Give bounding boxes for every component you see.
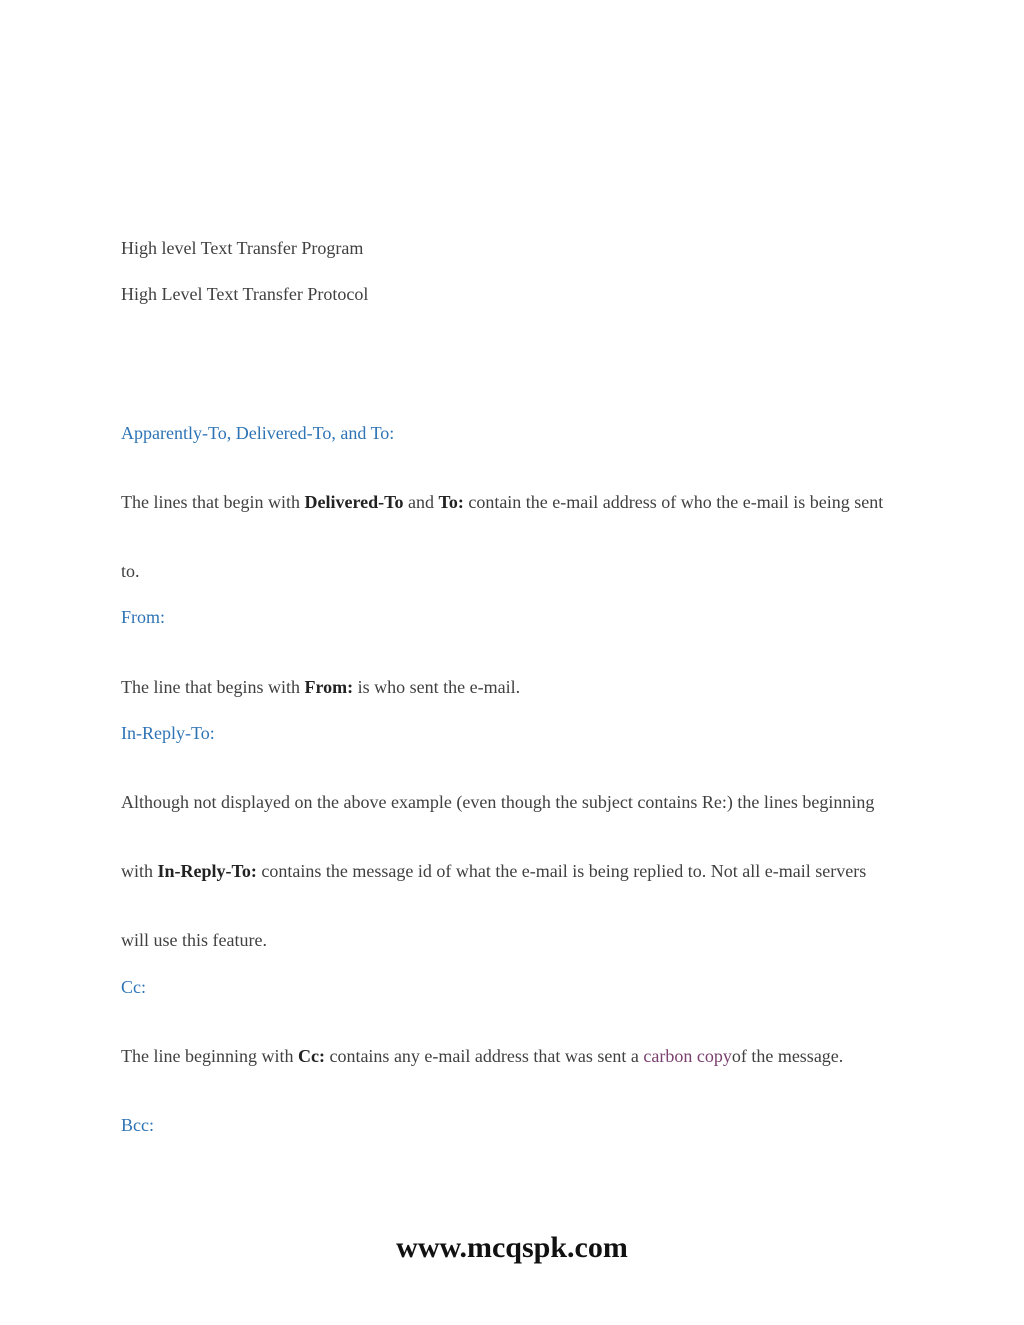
paragraph-text: The line beginning with: [121, 1046, 298, 1066]
bold-term: Cc:: [297, 1046, 325, 1066]
paragraph-cc: [121, 1045, 901, 1068]
heading-bcc: Bcc:: [121, 1115, 154, 1135]
paragraph-text: The lines that begin with: [121, 492, 305, 512]
paragraph-delivered-to: [121, 491, 901, 514]
line-text-transfer-program: High level Text Transfer Program: [121, 238, 364, 258]
footer-website: www.mcqspk.com: [396, 1231, 628, 1264]
paragraph-text: The line that begins with: [121, 677, 305, 697]
paragraph-text: contains any e-mail address that was sent a: [324, 1046, 644, 1066]
paragraph-text: contains the message id of what the e-mail is being replied to. Not all e-mail servers: [256, 861, 867, 881]
paragraph-text: and: [403, 492, 439, 512]
heading-from: From:: [121, 607, 166, 627]
paragraph-text: contain the e-mail address of who the e-mail is being sent: [463, 492, 884, 512]
heading-apparently-to: Apparently-To, Delivered-To, and To:: [121, 423, 395, 443]
paragraph-text: of the message.: [731, 1046, 844, 1066]
paragraph-reply-part1: Although not displayed on the above example (even though the subject contains Re:) the lines beginning: [121, 792, 875, 812]
carbon-copy-link[interactable]: carbon copy: [643, 1046, 732, 1066]
paragraph-text: with: [121, 861, 158, 881]
bold-term: From:: [304, 677, 354, 697]
bold-term: Delivered-To: [304, 492, 404, 512]
bold-term: In-Reply-To:: [157, 861, 257, 881]
paragraph-reply-part3: will use this feature.: [121, 930, 267, 950]
paragraph-from: [121, 676, 520, 699]
bold-term: To:: [438, 492, 464, 512]
heading-in-reply-to: In-Reply-To:: [121, 723, 215, 743]
line-text-transfer-protocol: High Level Text Transfer Protocol: [121, 284, 369, 304]
paragraph-delivered-to-continuation: to.: [121, 561, 140, 581]
heading-cc: Cc:: [121, 977, 146, 997]
paragraph-text: is who sent the e-mail.: [353, 677, 521, 697]
paragraph-reply-part2: [121, 860, 901, 883]
